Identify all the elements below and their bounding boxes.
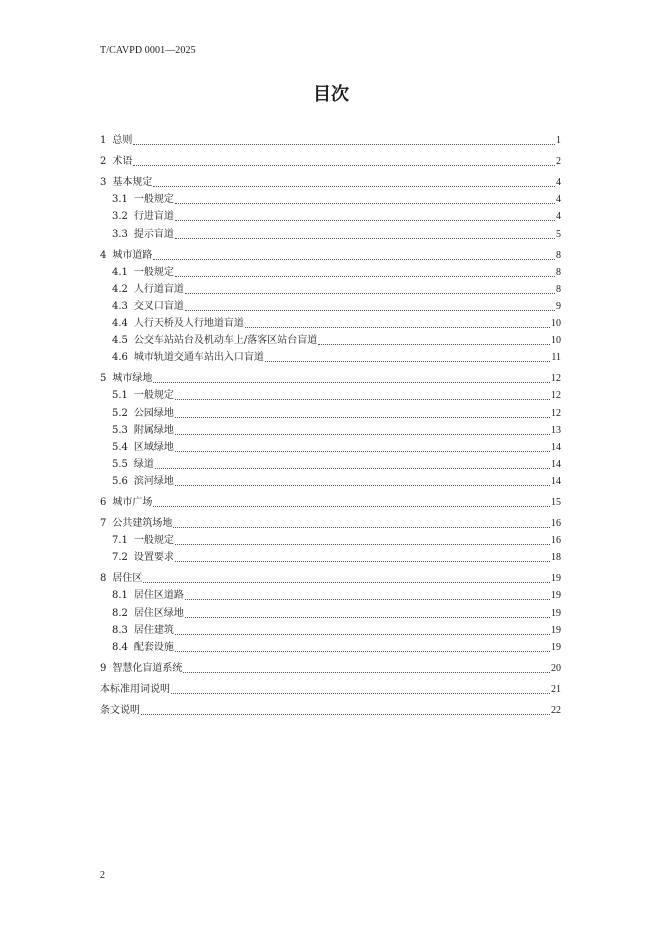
toc-entry-page: 14 xyxy=(551,475,561,487)
toc-entry[interactable] xyxy=(100,296,561,313)
toc-entry-page: 14 xyxy=(551,441,561,453)
toc-entry-label: 城市道路 xyxy=(112,249,153,261)
toc-entry-page: 8 xyxy=(556,283,561,295)
toc-entry-number: 5 xyxy=(100,373,107,385)
toc-entry-page: 9 xyxy=(556,300,561,312)
toc-entry-label: 术语 xyxy=(112,156,133,168)
toc-leader-dots xyxy=(318,344,550,345)
toc-entry-page: 12 xyxy=(551,390,561,402)
toc-leader-dots xyxy=(185,310,555,311)
toc-leader-dots xyxy=(153,382,550,383)
toc-leader-dots xyxy=(175,561,550,562)
toc-leader-dots xyxy=(185,293,555,294)
toc-leader-dots xyxy=(143,582,550,583)
toc-entry[interactable] xyxy=(100,602,561,619)
toc-entry-label: 滨河绿地 xyxy=(133,475,174,487)
toc-entry-number: 4.4 xyxy=(112,318,128,330)
toc-leader-dots xyxy=(175,203,555,204)
toc-leader-dots xyxy=(175,651,550,652)
toc-entry-page: 11 xyxy=(551,352,561,364)
toc-entry-number: 4.6 xyxy=(112,352,128,364)
toc-leader-dots xyxy=(153,506,550,507)
toc-leader-dots xyxy=(133,165,555,166)
toc-entry[interactable] xyxy=(100,492,561,509)
toc-leader-dots xyxy=(265,361,550,362)
toc-entry-page: 19 xyxy=(551,624,561,636)
document-code: T/CAVPD 0001—2025 xyxy=(100,45,196,56)
toc-entry-number: 1 xyxy=(100,135,107,147)
toc-entry-number: 9 xyxy=(100,662,107,674)
toc-leader-dots xyxy=(175,276,555,277)
toc-entry-number: 4.5 xyxy=(112,335,128,347)
toc-entry-label: 条文说明 xyxy=(100,705,140,716)
toc-entry-number: 8.4 xyxy=(112,641,128,653)
toc-entry[interactable] xyxy=(100,471,561,488)
toc-entry-label: 居住区道路 xyxy=(133,590,184,602)
toc-entry-page: 16 xyxy=(551,535,561,547)
toc-leader-dots xyxy=(245,327,550,328)
toc-entry[interactable] xyxy=(100,620,561,637)
toc-entry-label: 公共建筑场地 xyxy=(112,518,173,530)
toc-entry-page: 4 xyxy=(556,194,561,206)
toc-entry-number: 7.2 xyxy=(112,552,128,564)
toc-entry-page: 20 xyxy=(551,662,561,674)
toc-entry-page: 15 xyxy=(551,496,561,508)
toc-leader-dots xyxy=(175,634,550,635)
toc-entry[interactable] xyxy=(100,262,561,279)
toc-entry[interactable] xyxy=(100,547,561,564)
toc-leader-dots xyxy=(175,434,550,435)
toc-entry-label: 附属绿地 xyxy=(133,424,174,436)
toc-entry-label: 基本规定 xyxy=(112,177,153,189)
toc-entry[interactable] xyxy=(100,223,561,240)
toc-entry-page: 8 xyxy=(556,249,561,261)
toc-entry-number: 4.1 xyxy=(112,266,128,278)
toc-entry-number: 5.5 xyxy=(112,458,128,470)
toc-entry-label: 居住区 xyxy=(112,573,143,585)
toc-leader-dots xyxy=(183,672,550,673)
toc-entry-label: 人行天桥及人行地道盲道 xyxy=(133,318,244,330)
toc-entry-number: 3 xyxy=(100,177,107,189)
toc-entry-label: 提示盲道 xyxy=(133,228,174,240)
toc-entry[interactable] xyxy=(100,330,561,347)
toc-entry-number: 5.3 xyxy=(112,424,128,436)
toc-entry-label: 人行道盲道 xyxy=(133,283,184,295)
toc-entry[interactable] xyxy=(100,172,561,189)
toc-entry[interactable] xyxy=(100,385,561,402)
toc-entry-label: 一般规定 xyxy=(133,266,174,278)
toc-entry-page: 19 xyxy=(551,590,561,602)
toc-entry-page: 19 xyxy=(551,641,561,653)
toc-entry-label: 一般规定 xyxy=(133,390,174,402)
toc-entry-number: 6 xyxy=(100,496,107,508)
toc-entry-page: 5 xyxy=(556,228,561,240)
toc-entry[interactable] xyxy=(100,313,561,330)
toc-entry[interactable] xyxy=(100,637,561,654)
toc-entry-number: 5.6 xyxy=(112,475,128,487)
toc-entry-page: 22 xyxy=(551,705,561,716)
toc-entry[interactable] xyxy=(100,402,561,419)
toc-entry-label: 交叉口盲道 xyxy=(133,300,184,312)
toc-entry-page: 19 xyxy=(551,607,561,619)
toc-entry[interactable] xyxy=(100,700,561,717)
toc-entry-page: 12 xyxy=(551,407,561,419)
toc-entry-number: 2 xyxy=(100,156,107,168)
toc-leader-dots xyxy=(175,399,550,400)
toc-entry-number: 8.3 xyxy=(112,624,128,636)
toc-entry-label: 一般规定 xyxy=(133,535,174,547)
toc-leader-dots xyxy=(175,238,555,239)
toc-entry-number: 8.1 xyxy=(112,590,128,602)
toc-entry-page: 19 xyxy=(551,573,561,585)
toc-entry-number: 5.2 xyxy=(112,407,128,419)
toc-entry-number: 5.1 xyxy=(112,390,128,402)
toc-entry[interactable] xyxy=(100,189,561,206)
toc-entry[interactable] xyxy=(100,568,561,585)
toc-entry-label: 智慧化盲道系统 xyxy=(112,662,183,674)
toc-leader-dots xyxy=(175,220,555,221)
toc-entry-label: 居住建筑 xyxy=(133,624,174,636)
toc-entry-label: 配套设施 xyxy=(133,641,174,653)
toc-entry-page: 2 xyxy=(556,156,561,168)
toc-entry-label: 一般规定 xyxy=(133,194,174,206)
toc-entry-page: 16 xyxy=(551,518,561,530)
toc-entry-page: 10 xyxy=(551,318,561,330)
toc-entry-page: 18 xyxy=(551,552,561,564)
toc-entry-page: 21 xyxy=(551,683,561,695)
toc-entry[interactable] xyxy=(100,454,561,471)
table-of-contents xyxy=(100,130,561,717)
toc-entry-label: 居住区绿地 xyxy=(133,607,184,619)
toc-entry-page: 10 xyxy=(551,335,561,347)
toc-leader-dots xyxy=(175,544,550,545)
toc-entry-number: 3.1 xyxy=(112,194,128,206)
toc-entry-page: 8 xyxy=(556,266,561,278)
page-number: 2 xyxy=(100,870,105,881)
toc-entry-label: 区域绿地 xyxy=(133,441,174,453)
toc-leader-dots xyxy=(185,617,550,618)
toc-entry-label: 总则 xyxy=(112,135,133,147)
toc-entry[interactable] xyxy=(100,206,561,223)
toc-entry-number: 7 xyxy=(100,518,107,530)
toc-entry-label: 行进盲道 xyxy=(133,211,174,223)
toc-entry[interactable] xyxy=(100,513,561,530)
toc-entry-number: 3.2 xyxy=(112,211,128,223)
toc-entry-label: 城市广场 xyxy=(112,496,153,508)
toc-leader-dots xyxy=(171,693,550,694)
toc-leader-dots xyxy=(153,259,555,260)
toc-entry[interactable] xyxy=(100,130,561,147)
toc-entry[interactable] xyxy=(100,679,561,696)
toc-entry-number: 7.1 xyxy=(112,535,128,547)
toc-leader-dots xyxy=(155,468,550,469)
toc-entry[interactable] xyxy=(100,658,561,675)
toc-entry-label: 公园绿地 xyxy=(133,407,174,419)
toc-entry-label: 城市绿地 xyxy=(112,373,153,385)
toc-entry[interactable] xyxy=(100,420,561,437)
toc-entry-page: 4 xyxy=(556,177,561,189)
toc-entry-page: 12 xyxy=(551,373,561,385)
toc-entry-page: 4 xyxy=(556,211,561,223)
toc-entry-number: 4 xyxy=(100,249,107,261)
toc-leader-dots xyxy=(185,599,550,600)
toc-entry-label: 城市轨道交通车站出入口盲道 xyxy=(133,352,264,364)
toc-entry-label: 公交车站站台及机动车上/落客区站台盲道 xyxy=(133,335,318,347)
toc-leader-dots xyxy=(141,714,550,715)
toc-entry[interactable] xyxy=(100,245,561,262)
toc-entry-page: 1 xyxy=(556,135,561,147)
toc-leader-dots xyxy=(175,417,550,418)
toc-entry[interactable] xyxy=(100,368,561,385)
toc-leader-dots xyxy=(173,527,550,528)
toc-entry-label: 本标准用词说明 xyxy=(100,683,170,695)
toc-entry-number: 3.3 xyxy=(112,228,128,240)
toc-entry[interactable] xyxy=(100,151,561,168)
toc-leader-dots xyxy=(153,186,555,187)
toc-entry-number: 8.2 xyxy=(112,607,128,619)
toc-entry[interactable] xyxy=(100,437,561,454)
toc-entry-number: 8 xyxy=(100,573,107,585)
page-title: 目次 xyxy=(313,84,349,105)
toc-entry-number: 4.2 xyxy=(112,283,128,295)
toc-entry-number: 5.4 xyxy=(112,441,128,453)
toc-entry-label: 绿道 xyxy=(133,458,154,470)
toc-entry-label: 设置要求 xyxy=(133,552,174,564)
toc-entry[interactable] xyxy=(100,347,561,364)
toc-entry-page: 14 xyxy=(551,458,561,470)
toc-entry-number: 4.3 xyxy=(112,300,128,312)
toc-leader-dots xyxy=(175,451,550,452)
toc-leader-dots xyxy=(133,144,555,145)
toc-entry[interactable] xyxy=(100,279,561,296)
toc-entry[interactable] xyxy=(100,530,561,547)
toc-leader-dots xyxy=(175,485,550,486)
toc-entry[interactable] xyxy=(100,585,561,602)
toc-entry-page: 13 xyxy=(551,424,561,436)
